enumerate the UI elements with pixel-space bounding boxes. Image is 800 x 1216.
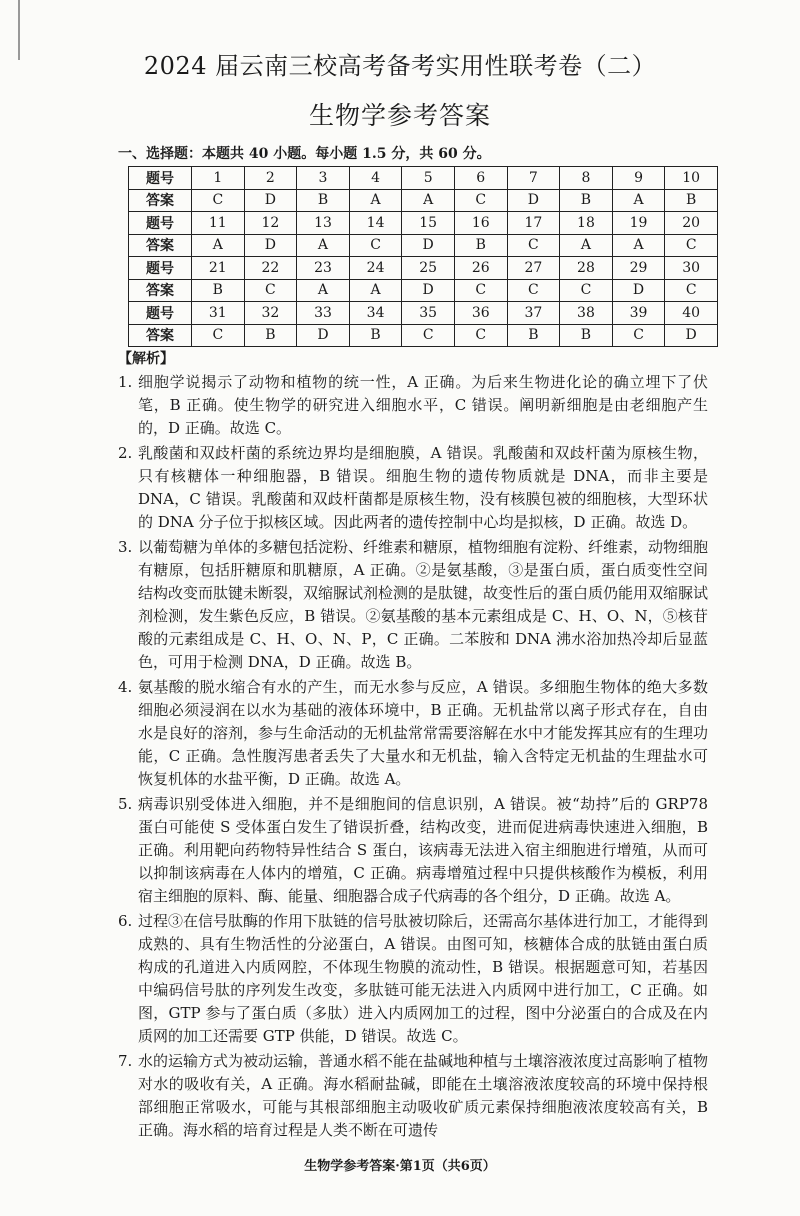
row-label: 题号 [129,302,192,325]
analysis-item-text: 氨基酸的脱水缩合有水的产生，而无水参与反应，A 错误。多细胞生物体的绝大多数细胞必须浸润在以水为基础的液体环境中，B 正确。无机盐常以离子形式存在，自由水是良好的溶剂，参与生命活动的无机盐常常需要溶解在水中才能发挥其应有的生理功能，C 正确。急性腹泻患者丢失了大量水和无机盐，输入含特定无机盐的生理盐水可恢复机体的水盐平衡，D 正确。故选 A。 [138,678,709,788]
answer-cell: B [454,234,507,257]
analysis-item-text: 过程③在信号肽酶的作用下肽链的信号肽被切除后，还需高尔基体进行加工，才能得到成熟的、具有生物活性的分泌蛋白，A 错误。由图可知，核糖体合成的肽链由蛋白质构成的孔道进入内质网腔，不体现生物膜的流动性，B 错误。根据题意可知，若基因中编码信号肽的序列发生改变，多肽链可能无法进入内质网中进行加工，C 正确。如图，GTP 参与了蛋白质（多肽）进入内质网加工的过程，图中分泌蛋白的合成及在内质网的加工还需要 GTP 供能，D 错误。故选 C。 [138,912,709,1045]
document-subtitle: 生物学参考答案 [308,101,491,130]
analysis-item-number: 1. [118,373,133,391]
question-number-cell: 1 [192,167,245,190]
question-number-cell: 27 [507,257,560,280]
answer-cell: D [244,234,297,257]
answer-row [129,234,718,257]
answer-row [129,279,718,302]
analysis-item-number: 4. [118,678,133,696]
analysis-item [118,793,708,908]
question-number-cell: 30 [665,257,718,280]
question-number-cell: 33 [297,302,350,325]
question-number-cell: 38 [560,302,613,325]
question-number-cell: 5 [402,167,455,190]
analysis-item-number: 7. [118,1052,133,1070]
answer-cell: A [612,189,665,212]
question-number-cell: 12 [244,212,297,235]
question-number-cell: 7 [507,167,560,190]
question-number-row [129,212,718,235]
answer-table [128,166,718,347]
question-number-cell: 35 [402,302,455,325]
question-number-cell: 9 [612,167,665,190]
answer-cell: C [192,324,245,347]
question-number-cell: 32 [244,302,297,325]
question-number-cell: 20 [665,212,718,235]
answer-cell: A [349,279,402,302]
question-number-row [129,302,718,325]
answer-cell: D [402,234,455,257]
question-number-cell: 36 [454,302,507,325]
question-number-cell: 16 [454,212,507,235]
question-number-cell: 34 [349,302,402,325]
analysis-item [118,676,708,791]
document-title: 2024 届云南三校高考备考实用性联考卷（二） [143,52,657,80]
question-number-cell: 29 [612,257,665,280]
question-number-cell: 2 [244,167,297,190]
analysis-item-number: 2. [118,444,133,462]
answer-cell: D [244,189,297,212]
answer-cell: C [454,279,507,302]
section-heading: 一、选择题：本题共 40 小题。每小题 1.5 分，共 60 分。 [118,146,491,162]
analysis-item-text: 乳酸菌和双歧杆菌的系统边界均是细胞膜，A 错误。乳酸菌和双歧杆菌为原核生物，只有核糖体一种细胞器，B 错误。细胞生物的遗传物质就是 DNA，而非主要是 DNA，C 错误。乳酸菌和双歧杆菌都是原核生物，没有核膜包被的细胞核，大型环状的 DNA 分子位于拟核区域。因此两者的遗传控制中心均是拟核，D 正确。故选 D。 [138,444,708,531]
question-number-cell: 3 [297,167,350,190]
answer-cell: A [612,234,665,257]
answer-cell: A [297,234,350,257]
question-number-cell: 6 [454,167,507,190]
analysis-item [118,536,708,674]
page-footer: 生物学参考答案·第1页（共6页） [304,1159,496,1174]
question-number-row [129,257,718,280]
question-number-cell: 23 [297,257,350,280]
analysis-item-text: 水的运输方式为被动运输，普通水稻不能在盐碱地种植与土壤溶液浓度过高影响了植物对水的吸收有关，A 正确。海水稻耐盐碱，即能在土壤溶液浓度较高的环境中保持根部细胞正常吸水，可能与其根部细胞主动吸收矿质元素保持细胞液浓度较高有关，B 正确。海水稻的培育过程是人类不断在可遗传 [138,1052,709,1139]
answer-cell: C [454,324,507,347]
question-number-cell: 4 [349,167,402,190]
answer-row [129,189,718,212]
analysis-item [118,442,708,534]
analysis-item-text: 病毒识别受体进入细胞，并不是细胞间的信息识别，A 错误。被“劫持”后的 GRP78 蛋白可能使 S 受体蛋白发生了错误折叠，结构改变，进而促进病毒快速进入细胞，B 正确。利用靶向药物特异性结合 S 蛋白，该病毒无法进入宿主细胞进行增殖，从而可以抑制该病毒在人体内的增殖，C 正确。病毒增殖过程中只提供核酸作为模板，利用宿主细胞的原料、酶、能量、细胞器合成子代病毒的各个组分，D 正确。故选 A。 [138,795,708,905]
question-number-cell: 39 [612,302,665,325]
question-number-cell: 22 [244,257,297,280]
analysis-item-number: 5. [118,795,133,813]
row-label: 答案 [129,324,192,347]
question-number-cell: 40 [665,302,718,325]
question-number-cell: 31 [192,302,245,325]
answer-cell: D [402,279,455,302]
analysis-item-text: 以葡萄糖为单体的多糖包括淀粉、纤维素和糖原，植物细胞有淀粉、纤维素，动物细胞有糖原，包括肝糖原和肌糖原，A 正确。②是氨基酸，③是蛋白质，蛋白质变性空间结构改变而肽键未断裂，双缩脲试剂检测的是肽键，故变性后的蛋白质仍能用双缩脲试剂检测，发生紫色反应，B 错误。②氨基酸的基本元素组成是 C、H、O、N，⑤核苷酸的元素组成是 C、H、O、N、P，C 正确。二苯胺和 DNA 沸水浴加热冷却后显蓝色，可用于检测 DNA，D 正确。故选 B。 [138,538,709,671]
answer-row [129,324,718,347]
question-number-cell: 26 [454,257,507,280]
answer-cell: B [560,189,613,212]
answer-cell: C [244,279,297,302]
row-label: 答案 [129,189,192,212]
question-number-cell: 24 [349,257,402,280]
answer-cell: A [297,279,350,302]
analysis-list [118,371,718,1142]
answer-cell: B [507,324,560,347]
answer-cell: D [665,324,718,347]
row-label: 题号 [129,257,192,280]
row-label: 题号 [129,212,192,235]
question-number-cell: 19 [612,212,665,235]
answer-cell: C [192,189,245,212]
answer-cell: B [244,324,297,347]
question-number-cell: 11 [192,212,245,235]
analysis-item-number: 6. [118,912,133,930]
answer-cell: B [297,189,350,212]
question-number-cell: 14 [349,212,402,235]
analysis-item-text: 细胞学说揭示了动物和植物的统一性，A 正确。为后来生物进化论的确立埋下了伏笔，B 正确。使生物学的研究进入细胞水平，C 错误。阐明新细胞是由老细胞产生的，D 正确。故选 C。 [138,373,708,437]
answer-cell: D [297,324,350,347]
question-number-cell: 15 [402,212,455,235]
question-number-cell: 17 [507,212,560,235]
answer-cell: A [402,189,455,212]
analysis-item [118,910,708,1048]
answer-cell: B [560,324,613,347]
question-number-cell: 8 [560,167,613,190]
scan-edge-line [18,0,20,60]
answer-cell: A [192,234,245,257]
answer-cell: A [349,189,402,212]
answer-cell: C [612,324,665,347]
analysis-item [118,1050,708,1142]
question-number-cell: 25 [402,257,455,280]
answer-cell: C [402,324,455,347]
question-number-row [129,167,718,190]
answer-cell: C [665,234,718,257]
row-label: 题号 [129,167,192,190]
answer-cell: B [192,279,245,302]
row-label: 答案 [129,279,192,302]
analysis-item-number: 3. [118,538,133,556]
answer-cell: A [560,234,613,257]
question-number-cell: 37 [507,302,560,325]
answer-cell: C [665,279,718,302]
answer-cell: D [507,189,560,212]
row-label: 答案 [129,234,192,257]
question-number-cell: 18 [560,212,613,235]
question-number-cell: 13 [297,212,350,235]
answer-cell: C [560,279,613,302]
answer-cell: C [507,234,560,257]
analysis-item [118,371,708,440]
answer-cell: D [612,279,665,302]
question-number-cell: 10 [665,167,718,190]
question-number-cell: 28 [560,257,613,280]
question-number-cell: 21 [192,257,245,280]
answer-cell: C [454,189,507,212]
answer-cell: B [349,324,402,347]
answer-cell: C [349,234,402,257]
analysis-label: 【解析】 [118,351,174,367]
answer-cell: B [665,189,718,212]
answer-cell: C [507,279,560,302]
